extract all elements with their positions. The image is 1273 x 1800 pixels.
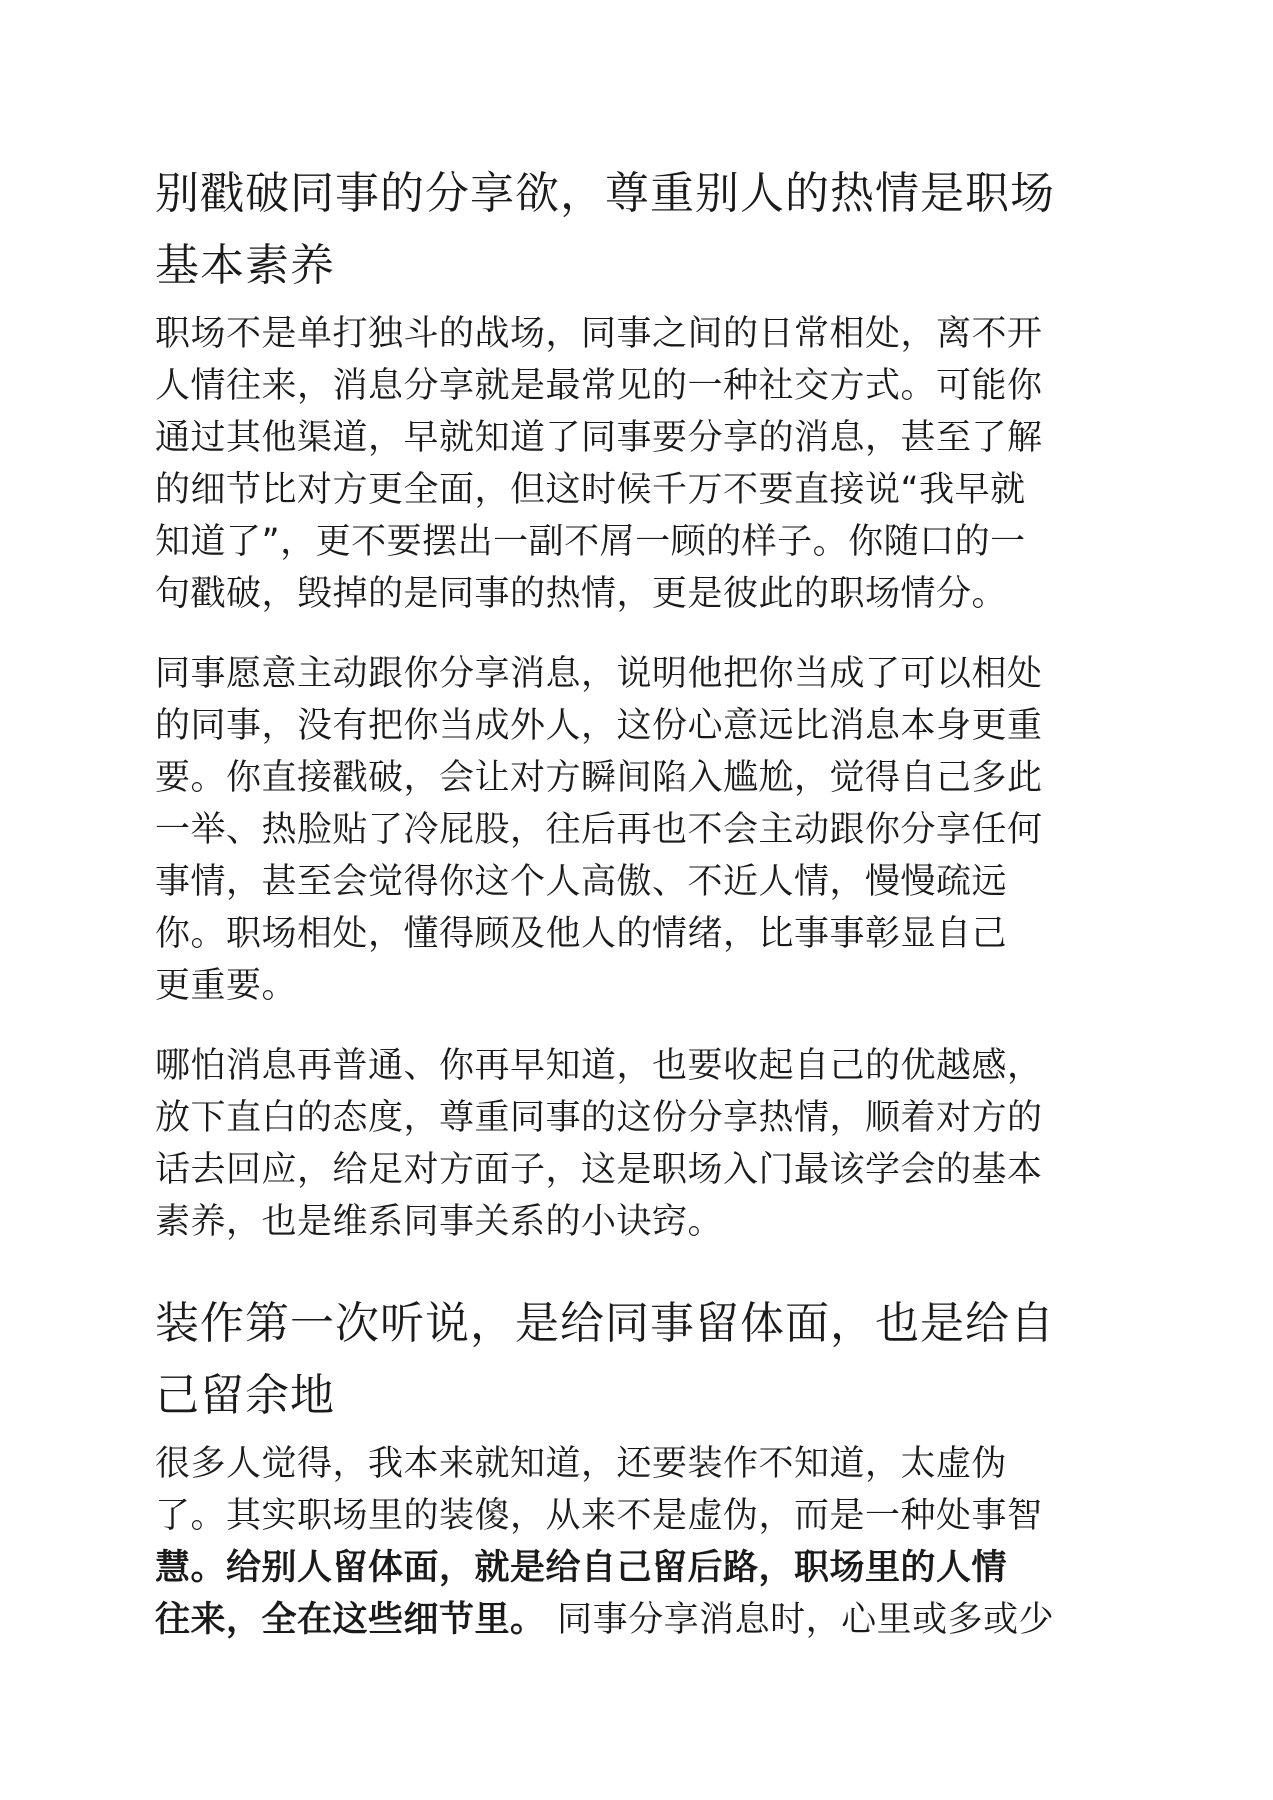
paragraph <box>155 648 1121 1012</box>
text-line: 句戳破，毁掉的是同事的热情，更是彼此的职场情分。 <box>155 574 1008 614</box>
text-line: 通过其他渠道，早就知道了同事要分享的消息，甚至了解 <box>155 418 1043 458</box>
heading-line: 基本素养 <box>155 240 335 291</box>
text-line: 人情往来，消息分享就是最常见的一种社交方式。可能你 <box>155 366 1043 406</box>
text-line: 的同事，没有把你当成外人，这份心意远比消息本身更重 <box>155 706 1043 746</box>
text-line: 话去回应，给足对方面子，这是职场入门最该学会的基本 <box>155 1150 1043 1190</box>
text-line: 了。其实职场里的装傻，从来不是虚伪，而是一种处事智 <box>155 1496 1043 1536</box>
paragraph <box>155 308 1121 620</box>
text-line: 更重要。 <box>155 966 298 1006</box>
text-line: 同事愿意主动跟你分享消息，说明他把你当成了可以相处 <box>155 654 1043 694</box>
text-line: 素养，也是维系同事关系的小诀窍。 <box>155 1202 724 1242</box>
text-line <box>155 1594 1121 1646</box>
heading-line: 己留余地 <box>155 1370 335 1421</box>
text-span: 同事分享消息时，心里或多或少 <box>545 1600 1055 1640</box>
bold-text-span: 往来，全在这些细节里。 <box>155 1600 546 1640</box>
text-line: 很多人觉得，我本来就知道，还要装作不知道，太虚伪 <box>155 1444 1008 1484</box>
text-line: 的细节比对方更全面，但这时候千万不要直接说“我早就 <box>155 470 1026 510</box>
text-line: 要。你直接戳破，会让对方瞬间陷入尴尬，觉得自己多此 <box>155 758 1043 798</box>
bold-text-line: 慧。给别人留体面，就是给自己留后路，职场里的人情 <box>155 1548 1008 1588</box>
paragraph <box>155 1040 1121 1248</box>
text-line: 职场不是单打独斗的战场，同事之间的日常相处，离不开 <box>155 314 1043 354</box>
section-heading <box>155 1288 1121 1432</box>
text-line: 放下直白的态度，尊重同事的这份分享热情，顺着对方的 <box>155 1098 1043 1138</box>
heading-line: 别戳破同事的分享欲，尊重别人的热情是职场 <box>155 168 1055 219</box>
heading-line: 装作第一次听说，是给同事留体面，也是给自 <box>155 1298 1055 1349</box>
text-line: 你。职场相处，懂得顾及他人的情绪，比事事彰显自己 <box>155 914 1008 954</box>
text-line: 事情，甚至会觉得你这个人高傲、不近人情，慢慢疏远 <box>155 862 1008 902</box>
paragraph <box>155 1438 1121 1646</box>
text-line: 哪怕消息再普通、你再早知道，也要收起自己的优越感， <box>155 1046 1043 1086</box>
text-line: 一举、热脸贴了冷屁股，往后再也不会主动跟你分享任何 <box>155 810 1043 850</box>
article <box>155 158 1121 1646</box>
text-line: 知道了”，更不要摆出一副不屑一顾的样子。你随口的一 <box>155 522 1026 562</box>
section-heading <box>155 158 1121 302</box>
